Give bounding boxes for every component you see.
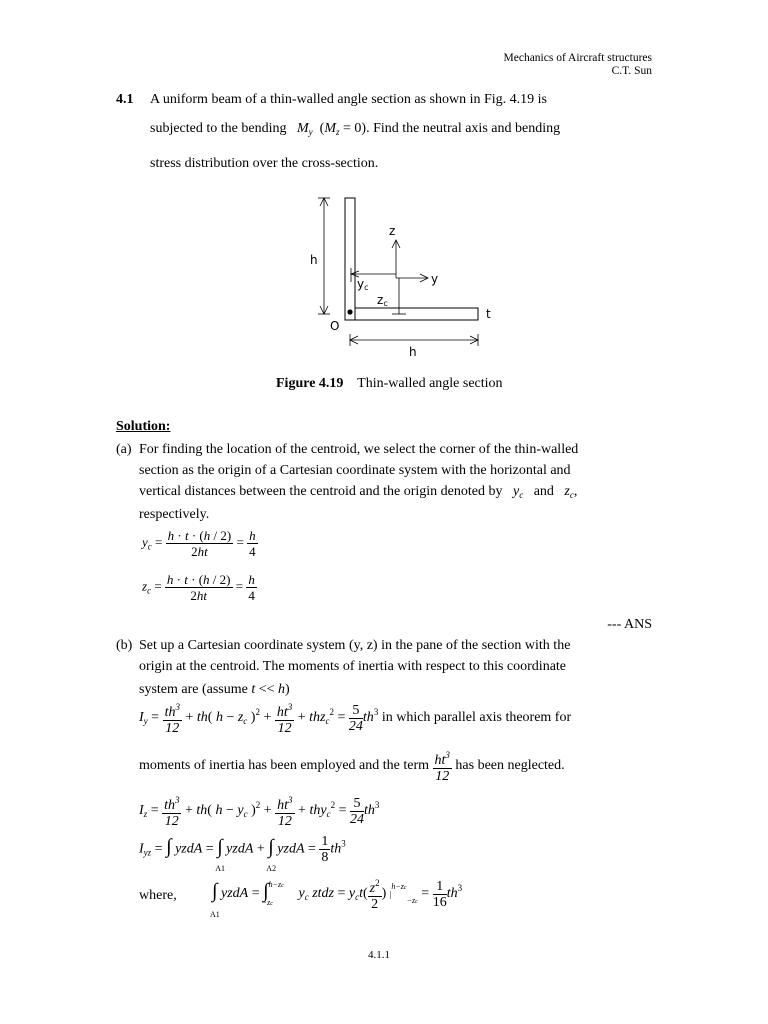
iyz-equation: $I_{yz}$ = ∫ yzdA = ∫ A1 yzdA + ∫ A2 yzdA = $\frac{1}{8}$ $th^3$ <box>139 834 346 873</box>
part-a-line-3: vertical distances between the centroid and the origin denoted by $y_c$ and $z_c$, <box>139 484 578 500</box>
part-b-line-3: system are (assume t << h) <box>139 682 290 697</box>
header-author: C.T. Sun <box>611 65 652 77</box>
problem-line-3: stress distribution over the cross-section. <box>150 156 379 171</box>
part-b-label: (b) <box>116 638 133 653</box>
part-a-and: and <box>533 484 554 499</box>
part-a-line-1: For finding the location of the centroid, we select the corner of the thin-walled <box>139 442 579 457</box>
answer-marker: --- ANS <box>607 617 652 632</box>
page-number: 4.1.1 <box>368 949 390 961</box>
yc-equation: $y_c$ = $\frac{h \cdot t \cdot (h / 2)}{2ht}$ = $\frac{h}{4}$ <box>142 528 256 559</box>
problem-line-2: subjected to the bending $M_y$ $(M_z = 0)$. Find the neutral axis and bending <box>150 121 561 137</box>
angle-section-figure <box>300 190 510 365</box>
part-a-line-2: section as the origin of a Cartesian coordinate system with the horizontal and <box>139 463 571 478</box>
z-axis-label: z <box>389 224 396 238</box>
y-axis-label: y <box>431 272 439 286</box>
solution-heading: Solution: <box>116 419 171 434</box>
iy-equation: $I_y$ = $\frac{th^3}{12}$ + th( $h - z_c$ )$^2$ + $\frac{ht^3}{12}$ + thz$_c^2$ = $\frac{5}{24}$ $th^3$ in which parallel axis theorem for <box>139 702 572 736</box>
header-course-title: Mechanics of Aircraft structures <box>503 52 652 64</box>
integral-a1-equation: ∫ A1 yzdA = ∫$^{h-zc}_{-zc}$ $y_c$ ztdz = $y_ct$( $\frac{z^2}{2}$ ) |h−zc−zc = $\frac{1}{16}$ $th^3$ <box>210 878 463 920</box>
neglected-term-text-start: moments of inertia has been employed and the term <box>139 758 430 774</box>
horizontal-leg <box>345 308 478 320</box>
zc-equation: $z_c$ = $\frac{h \cdot t \cdot (h / 2)}{2ht}$ = $\frac{h}{4}$ <box>142 572 255 603</box>
part-b-line-1: Set up a Cartesian coordinate system (y, z) in the pane of the section with the <box>139 638 571 653</box>
figure-caption-text: Thin-walled angle section <box>357 376 503 391</box>
part-b-line-2: origin at the centroid. The moments of inertia with respect to this coordinate <box>139 659 567 674</box>
problem-line-2-start: subjected to the bending <box>150 121 287 136</box>
origin-point <box>347 309 352 314</box>
part-a-label: (a) <box>116 442 132 457</box>
neglected-term-line: moments of inertia has been employed and the term $\frac{ht^3}{12}$ has been neglected. <box>139 750 565 784</box>
where-label: where, <box>139 888 177 903</box>
h-horizontal-label: h <box>409 345 417 359</box>
iz-equation: $I_z$ = $\frac{th^3}{12}$ + th( $h - y_c$ )$^2$ + $\frac{ht^3}{12}$ + thy$_c^2$ = $\frac{5}{24}$ $th^3$ <box>139 795 380 829</box>
zc-label: zc <box>377 293 388 308</box>
problem-line-1: A uniform beam of a thin-walled angle section as shown in Fig. 4.19 is <box>150 92 547 107</box>
h-vertical-label: h <box>310 253 318 267</box>
iy-explanation: in which parallel axis theorem for <box>381 710 572 726</box>
thickness-label: t <box>486 307 491 321</box>
origin-label: O <box>330 319 340 333</box>
problem-line-2-end: . Find the neutral axis and bending <box>366 121 561 136</box>
yc-label: yc <box>357 277 369 292</box>
problem-number: 4.1 <box>116 92 134 107</box>
part-a-line-4: respectively. <box>139 507 210 522</box>
part-a-line-3-text: vertical distances between the centroid and the origin denoted by <box>139 484 503 499</box>
vertical-leg <box>345 198 355 320</box>
neglected-term-text-end: has been neglected. <box>455 758 565 774</box>
figure-caption-number: Figure 4.19 <box>276 376 344 391</box>
figure-caption <box>276 376 503 392</box>
part-b-line-3-text: system are (assume <box>139 682 248 697</box>
